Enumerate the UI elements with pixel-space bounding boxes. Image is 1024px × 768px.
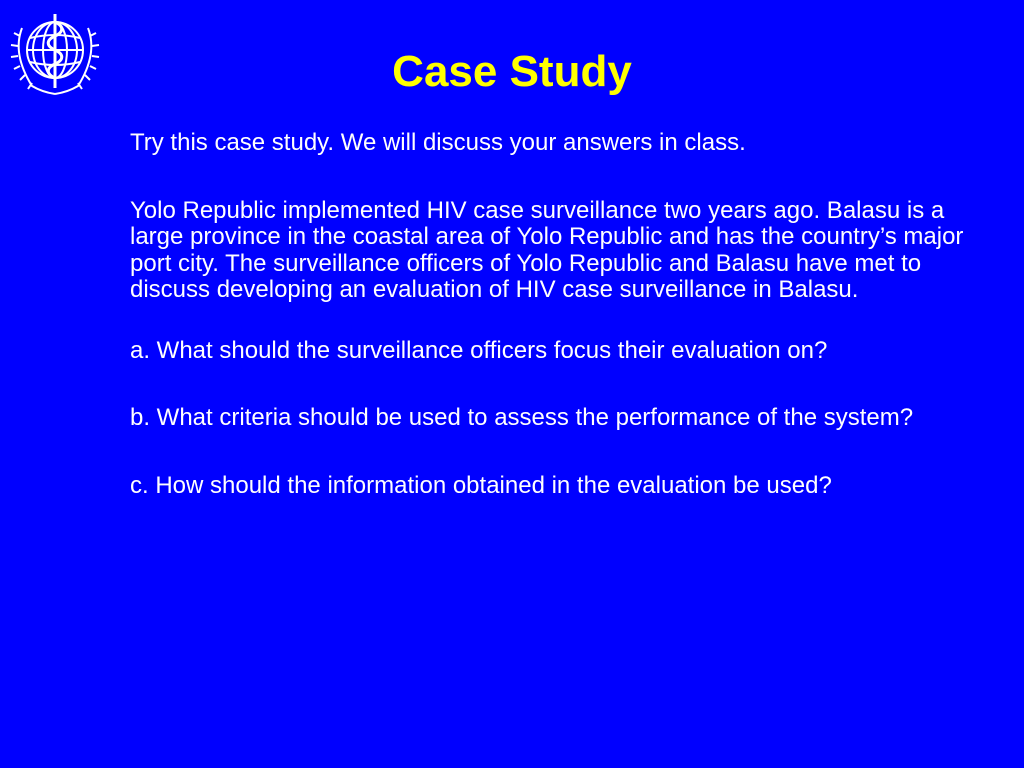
slide-body <box>130 130 970 540</box>
question-c: c. How should the information obtained in the evaluation be used? <box>130 471 832 499</box>
slide-title: Case Study <box>392 47 632 96</box>
scenario-text: Yolo Republic implemented HIV case surveillance two years ago. Balasu is a large province in the coastal area of Yolo Republic and has the country’s major port city. The surveillance officers of Yolo Republic and Balasu have met to discuss developing an evaluation of HIV case surveillance in Balasu. <box>130 196 964 303</box>
question-b: b. What criteria should be used to assess the performance of the system? <box>130 404 914 431</box>
intro-text: Try this case study. We will discuss your answers in class. <box>130 129 746 156</box>
question-a: a. What should the surveillance officers focus their evaluation on? <box>130 336 828 364</box>
